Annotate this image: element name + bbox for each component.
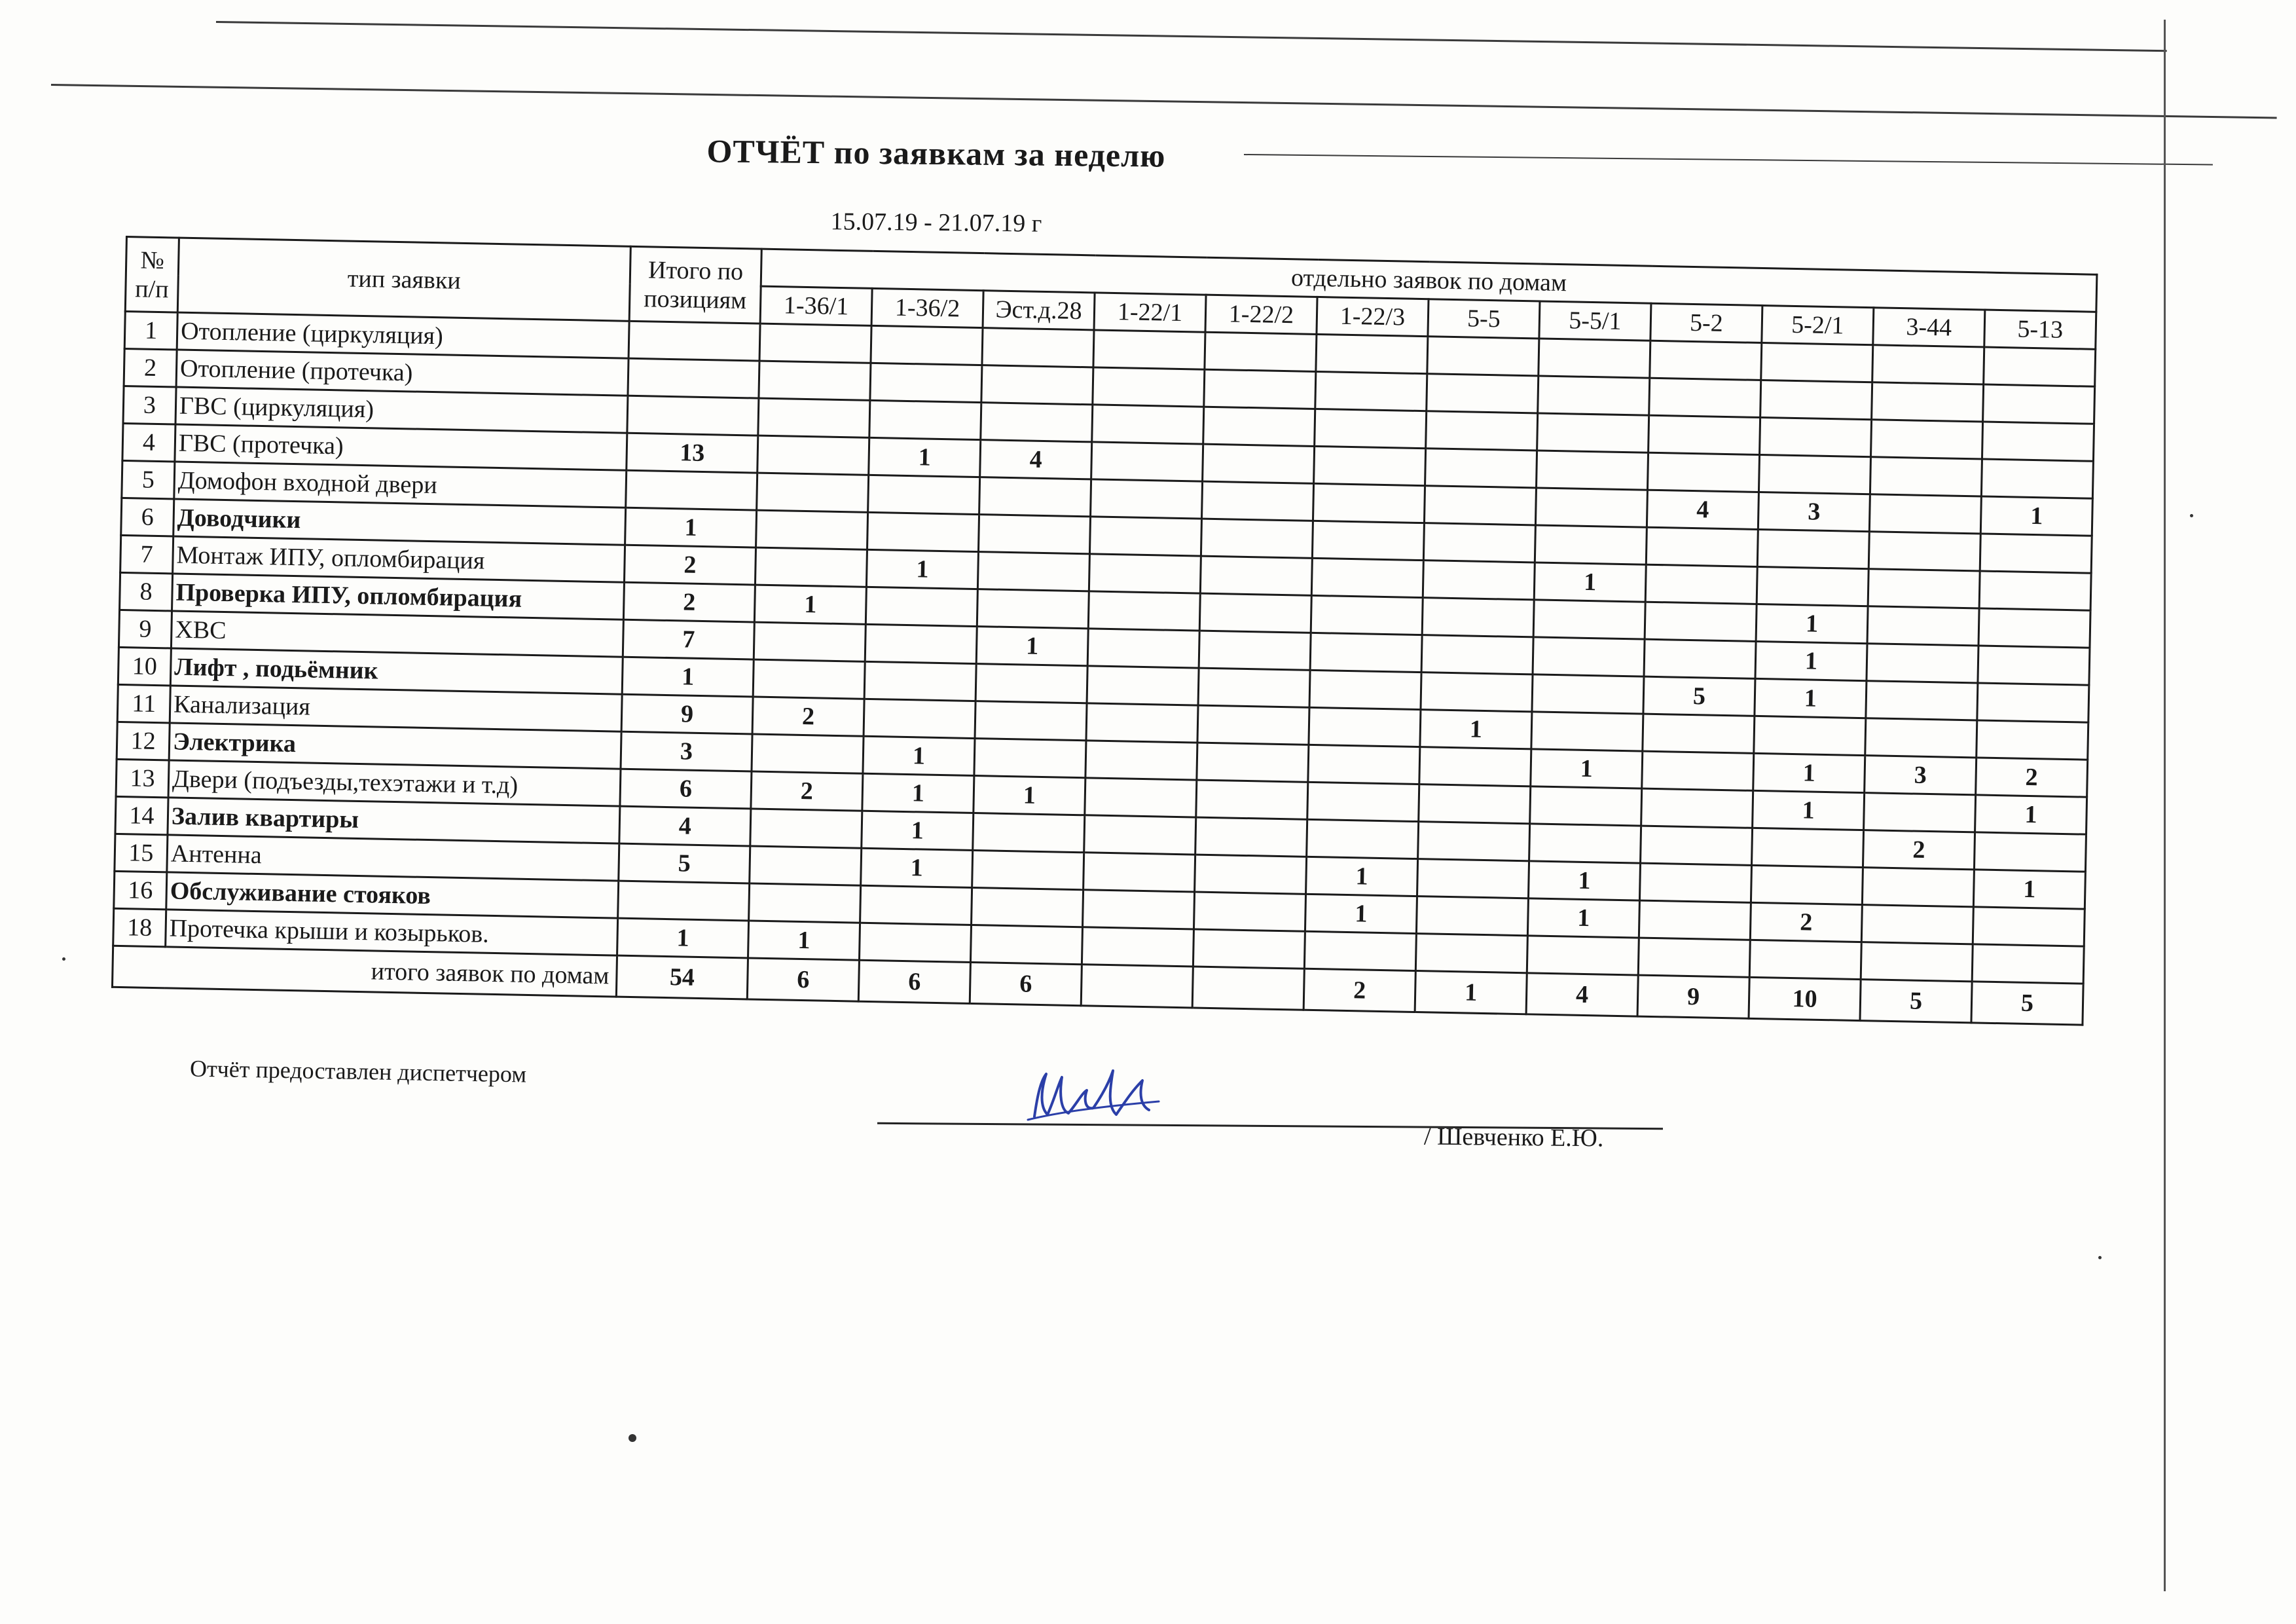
row-type: Антенна	[167, 835, 619, 881]
row-house-count	[758, 398, 870, 437]
row-number: 1	[124, 312, 177, 350]
row-house-count	[1307, 819, 1419, 858]
row-house-count	[1639, 900, 1751, 940]
row-house-count: 1	[1755, 641, 1867, 680]
row-total	[626, 470, 757, 510]
row-house-count	[1415, 934, 1527, 973]
scan-line-top-1	[216, 21, 2167, 52]
row-number: 11	[117, 684, 170, 723]
row-house-count	[1421, 635, 1533, 674]
row-house-count	[869, 400, 981, 439]
row-house-count	[864, 699, 975, 738]
row-house-count	[864, 661, 976, 701]
row-number: 12	[117, 722, 170, 760]
row-house-count	[1862, 868, 1974, 907]
row-house-count	[1199, 631, 1311, 670]
row-type: Двери (подъезды,техэтажи и т.д)	[168, 760, 621, 806]
row-house-count	[1864, 793, 1976, 832]
scan-speck	[62, 957, 65, 961]
house-total	[1192, 967, 1304, 1010]
row-total: 5	[619, 843, 750, 883]
row-house-count	[1642, 751, 1754, 790]
row-house-count: 1	[1980, 496, 2092, 536]
row-number: 2	[124, 348, 177, 387]
row-type: Электрика	[169, 723, 621, 769]
row-house-count	[1197, 705, 1309, 745]
row-total: 4	[619, 806, 751, 846]
row-number: 3	[123, 386, 176, 424]
row-house-count	[1530, 786, 1642, 826]
row-house-count	[1314, 446, 1426, 485]
row-house-count	[1202, 481, 1314, 521]
row-house-count	[1527, 936, 1639, 975]
row-number: 16	[114, 871, 167, 910]
house-total: 5	[1971, 982, 2083, 1025]
row-house-count	[1972, 944, 2084, 984]
header-house: 1-22/2	[1205, 295, 1317, 334]
row-house-count	[1982, 422, 2094, 461]
row-house-count: 2	[1863, 830, 1975, 870]
house-total: 5	[1860, 980, 1972, 1023]
row-house-count	[1650, 341, 1762, 380]
header-houses-group: отдельно заявок по домам	[761, 249, 2097, 312]
row-house-count	[981, 365, 1093, 405]
row-house-count	[1087, 629, 1199, 668]
row-house-count	[1868, 569, 1980, 608]
row-house-count: 1	[862, 811, 974, 850]
house-total: 6	[970, 962, 1082, 1005]
row-house-count	[1974, 832, 2086, 872]
row-number: 14	[115, 796, 168, 835]
row-house-count	[1978, 646, 2090, 685]
scan-speck	[2098, 1256, 2102, 1259]
row-house-count	[757, 435, 869, 475]
house-total: 6	[858, 960, 970, 1003]
row-house-count	[1315, 409, 1427, 448]
row-house-count	[1978, 608, 2090, 648]
row-total: 1	[622, 657, 754, 697]
row-house-count	[756, 510, 868, 549]
row-house-count	[749, 883, 861, 923]
row-house-count	[1423, 561, 1535, 600]
row-house-count	[1641, 788, 1753, 828]
scan-line-right-edge	[2164, 20, 2166, 1591]
header-house: 5-5/1	[1539, 301, 1651, 341]
row-house-count	[1311, 558, 1423, 597]
row-type: Канализация	[170, 686, 622, 731]
row-house-count	[973, 813, 1085, 853]
row-house-count	[1649, 378, 1761, 417]
row-house-count	[1649, 415, 1760, 454]
house-total: 9	[1637, 975, 1749, 1018]
row-house-count: 4	[1647, 490, 1758, 529]
report-period: 15.07.19 - 21.07.19 г	[830, 208, 1042, 238]
row-house-count	[1539, 339, 1650, 378]
header-house: 1-22/3	[1317, 297, 1429, 336]
row-house-count	[1085, 778, 1197, 817]
row-house-count	[1316, 334, 1428, 373]
header-house: 1-36/2	[871, 288, 983, 327]
row-house-count	[871, 325, 983, 365]
row-total: 2	[624, 545, 756, 585]
row-house-count: 2	[1750, 902, 1862, 942]
row-house-count	[1977, 683, 2089, 722]
row-house-count	[1198, 668, 1310, 707]
row-house-count	[1645, 564, 1757, 604]
row-house-count	[1639, 863, 1751, 902]
row-house-count	[972, 851, 1084, 890]
row-house-count	[1089, 554, 1201, 593]
row-house-count	[1310, 633, 1422, 672]
header-house: 1-36/1	[760, 286, 872, 325]
row-house-count	[1087, 666, 1199, 705]
row-house-count: 1	[748, 921, 860, 960]
row-house-count: 1	[754, 585, 866, 624]
row-house-count: 5	[1643, 676, 1755, 716]
row-house-count	[859, 923, 971, 962]
row-house-count	[1867, 644, 1978, 683]
header-house: 3-44	[1873, 308, 1985, 347]
row-house-count	[1084, 815, 1196, 855]
row-house-count	[1537, 451, 1649, 490]
row-house-count	[982, 328, 1094, 367]
row-house-count	[1312, 521, 1424, 560]
row-house-count: 1	[974, 776, 1085, 815]
row-type: ГВС (циркуляция)	[175, 387, 628, 433]
row-house-count	[975, 664, 1087, 703]
row-house-count	[1089, 517, 1201, 556]
row-house-count	[866, 587, 977, 626]
row-house-count: 4	[980, 440, 1092, 479]
row-house-count	[1203, 444, 1315, 483]
row-number: 9	[118, 610, 172, 648]
total-label: итого заявок по домам	[112, 946, 617, 997]
row-house-count	[1529, 824, 1641, 863]
scan-speck	[2190, 514, 2193, 517]
row-house-count	[757, 473, 869, 512]
row-house-count	[1645, 602, 1757, 641]
row-total: 2	[623, 582, 755, 622]
row-house-count	[1861, 942, 1973, 982]
row-house-count	[1315, 371, 1427, 411]
row-house-count	[1425, 449, 1537, 488]
row-house-count	[1418, 822, 1530, 861]
row-house-count	[975, 701, 1087, 741]
house-total: 2	[1303, 969, 1415, 1012]
row-house-count	[1643, 714, 1755, 753]
row-house-count	[1203, 407, 1315, 446]
row-house-count	[1427, 337, 1539, 376]
row-house-count	[970, 925, 1082, 964]
row-house-count: 1	[1306, 857, 1418, 896]
row-house-count	[1861, 905, 1973, 944]
row-house-count	[1872, 382, 1984, 422]
row-house-count	[1871, 420, 1983, 459]
row-house-count	[1426, 411, 1538, 451]
row-house-count	[1427, 374, 1539, 413]
row-total	[629, 321, 760, 361]
row-house-count: 3	[1758, 492, 1870, 531]
row-house-count: 1	[1305, 894, 1417, 933]
house-total: 10	[1749, 977, 1861, 1020]
row-house-count	[1638, 938, 1750, 977]
row-house-count	[1204, 369, 1316, 409]
house-total: 4	[1526, 973, 1638, 1016]
row-house-count: 1	[1534, 563, 1646, 602]
row-type: Обслуживание стояков	[166, 872, 619, 918]
row-house-count	[979, 477, 1091, 517]
row-house-count	[1088, 591, 1200, 631]
row-number: 5	[122, 460, 175, 499]
row-house-count	[974, 739, 1086, 778]
grand-total: 54	[616, 955, 748, 999]
row-house-count	[978, 515, 1090, 554]
row-house-count	[1977, 720, 2088, 760]
row-number: 15	[115, 834, 168, 872]
row-house-count	[977, 589, 1089, 629]
row-house-count	[867, 512, 979, 551]
header-number: № п/п	[125, 237, 179, 313]
row-house-count	[752, 734, 864, 773]
row-house-count	[1870, 457, 1982, 496]
row-house-count	[1195, 817, 1307, 857]
row-total	[627, 396, 759, 435]
row-house-count	[1304, 931, 1416, 970]
row-house-count	[1532, 674, 1644, 714]
row-total	[628, 358, 759, 398]
row-house-count	[1093, 367, 1205, 407]
row-house-count	[1760, 417, 1872, 456]
row-type: Протечка крыши и козырьков.	[166, 910, 618, 955]
row-type: ХВС	[171, 611, 623, 657]
header-type: тип заявки	[177, 238, 630, 321]
row-house-count: 1	[863, 736, 975, 775]
row-house-count	[1752, 828, 1864, 867]
row-house-count	[1983, 384, 2095, 424]
row-total: 6	[620, 769, 752, 809]
row-house-count	[1093, 330, 1205, 369]
row-house-count	[1973, 907, 2085, 946]
row-house-count: 1	[1755, 678, 1867, 718]
provided-by-label: Отчёт предоставлен диспетчером	[189, 1055, 527, 1088]
row-house-count	[1749, 940, 1861, 979]
row-house-count	[1867, 606, 1979, 646]
row-house-count	[1083, 890, 1195, 929]
row-total: 1	[617, 918, 749, 958]
row-house-count	[1195, 855, 1307, 894]
row-house-count	[1751, 865, 1863, 904]
row-number: 10	[118, 647, 171, 686]
report-title: ОТЧЁТ по заявкам за неделю	[706, 132, 1166, 174]
row-house-count	[1981, 459, 2093, 498]
row-total: 9	[621, 694, 753, 734]
row-house-count	[1984, 347, 2096, 386]
house-total: 1	[1415, 971, 1527, 1014]
row-house-count	[1424, 486, 1536, 525]
row-house-count: 1	[1973, 870, 2085, 909]
row-house-count	[1194, 892, 1305, 931]
row-house-count	[977, 552, 1089, 591]
row-house-count	[1309, 707, 1421, 747]
house-total: 6	[747, 958, 859, 1001]
row-house-count	[759, 323, 871, 363]
row-house-count	[1309, 670, 1421, 709]
row-house-count	[972, 887, 1084, 927]
row-house-count: 1	[1756, 604, 1868, 643]
row-house-count	[1644, 639, 1756, 678]
header-house: 5-13	[1984, 310, 2096, 349]
row-house-count	[1311, 595, 1423, 635]
row-number: 13	[116, 759, 169, 798]
row-number: 8	[120, 572, 173, 611]
row-house-count	[1537, 413, 1649, 452]
row-house-count	[1085, 741, 1197, 780]
scan-line-top-2	[51, 84, 2277, 119]
header-house: 1-22/1	[1094, 293, 1206, 332]
header-total: Итого по позициям	[629, 246, 761, 323]
row-house-count	[1758, 454, 1870, 494]
header-house: Эст.д.28	[983, 291, 1095, 330]
row-total: 1	[625, 507, 757, 547]
row-house-count	[1533, 637, 1645, 676]
row-house-count	[1193, 929, 1305, 969]
row-number: 4	[122, 423, 175, 462]
row-house-count	[1868, 532, 1980, 571]
row-house-count	[1866, 681, 1978, 720]
row-type: ГВС (протечка)	[175, 424, 627, 470]
row-house-count: 2	[1976, 758, 2088, 797]
row-house-count: 1	[1528, 861, 1640, 900]
row-total: 3	[621, 731, 752, 771]
row-house-count	[1416, 896, 1528, 936]
row-house-count	[1869, 494, 1981, 534]
row-house-count	[1091, 442, 1203, 481]
row-house-count	[1535, 525, 1647, 564]
row-house-count	[1535, 488, 1647, 527]
row-house-count	[750, 846, 862, 885]
row-type: Отопление (циркуляция)	[177, 312, 629, 358]
row-type: Лифт , подьёмник	[170, 648, 623, 694]
row-house-count	[1419, 747, 1531, 786]
row-house-count	[1754, 716, 1866, 755]
row-house-count	[1872, 345, 1984, 384]
row-house-count	[1538, 376, 1650, 415]
row-house-count	[1865, 718, 1977, 758]
row-house-count: 1	[1753, 753, 1865, 792]
row-house-count: 1	[1420, 710, 1532, 749]
row-house-count: 1	[976, 627, 1088, 666]
row-house-count	[860, 885, 972, 925]
report-table-container	[111, 236, 2098, 1026]
row-house-count: 1	[862, 773, 974, 813]
header-house: 5-2/1	[1762, 306, 1874, 345]
row-house-count	[1313, 483, 1425, 523]
row-house-count	[1646, 527, 1758, 566]
row-house-count	[1647, 452, 1759, 492]
signer-name: / Шевченко Е.Ю.	[1423, 1122, 1604, 1153]
row-house-count	[1417, 859, 1529, 898]
row-house-count	[1757, 566, 1868, 606]
row-house-count: 3	[1865, 756, 1977, 795]
row-house-count	[1205, 332, 1317, 371]
row-house-count	[1196, 780, 1308, 819]
row-house-count	[759, 361, 871, 400]
row-house-count	[1419, 784, 1531, 824]
row-house-count	[1308, 745, 1420, 784]
header-house: 5-2	[1650, 303, 1762, 342]
row-house-count: 2	[751, 771, 863, 811]
row-house-count	[1533, 600, 1645, 639]
row-house-count	[1421, 673, 1533, 712]
row-type: Доводчики	[173, 499, 626, 545]
row-number: 18	[113, 908, 166, 947]
row-house-count	[1201, 519, 1313, 558]
row-house-count	[1423, 523, 1535, 563]
row-total: 13	[627, 433, 758, 473]
report-table	[111, 236, 2098, 1026]
row-type: Проверка ИПУ, опломбирация	[172, 574, 625, 619]
row-type: Монтаж ИПУ, опломбирация	[173, 536, 625, 582]
row-house-count	[753, 659, 865, 699]
row-house-count	[1084, 853, 1195, 892]
row-house-count	[868, 475, 980, 514]
row-house-count	[1980, 534, 2092, 573]
row-total	[618, 881, 750, 921]
row-house-count: 1	[869, 437, 981, 477]
row-house-count: 1	[1753, 790, 1865, 830]
row-house-count	[865, 624, 977, 663]
row-house-count: 2	[752, 697, 864, 736]
row-house-count	[755, 547, 867, 587]
row-house-count	[1760, 380, 1872, 419]
row-house-count	[981, 403, 1093, 442]
house-total	[1081, 965, 1193, 1008]
row-house-count	[1761, 343, 1873, 382]
row-house-count	[750, 809, 862, 848]
row-type: Домофон входной двери	[174, 462, 627, 507]
row-house-count	[754, 622, 866, 661]
row-house-count	[1199, 593, 1311, 633]
row-number: 6	[121, 498, 174, 536]
row-house-count	[1641, 826, 1753, 865]
row-house-count	[1422, 598, 1534, 637]
row-house-count	[1091, 479, 1203, 519]
row-house-count	[1197, 743, 1309, 782]
row-house-count: 1	[1527, 898, 1639, 938]
row-house-count	[870, 363, 982, 402]
row-house-count	[1092, 405, 1204, 444]
row-house-count	[1082, 927, 1194, 967]
handwritten-signature	[1021, 1054, 1172, 1133]
row-house-count	[1307, 782, 1419, 821]
row-type: Залив квартиры	[168, 798, 620, 843]
header-house: 5-5	[1428, 299, 1540, 339]
row-house-count	[1200, 556, 1312, 595]
row-house-count: 1	[1531, 749, 1643, 788]
row-house-count: 1	[866, 549, 978, 589]
row-house-count	[1531, 712, 1643, 751]
row-house-count: 1	[861, 848, 973, 887]
row-house-count	[1979, 571, 2091, 610]
row-house-count: 1	[1975, 795, 2087, 834]
row-number: 7	[120, 535, 173, 574]
row-total: 7	[623, 619, 754, 659]
row-type: Отопление (протечка)	[176, 350, 629, 396]
scan-speck	[629, 1434, 636, 1442]
row-house-count	[1086, 703, 1198, 743]
row-house-count	[1757, 529, 1869, 568]
